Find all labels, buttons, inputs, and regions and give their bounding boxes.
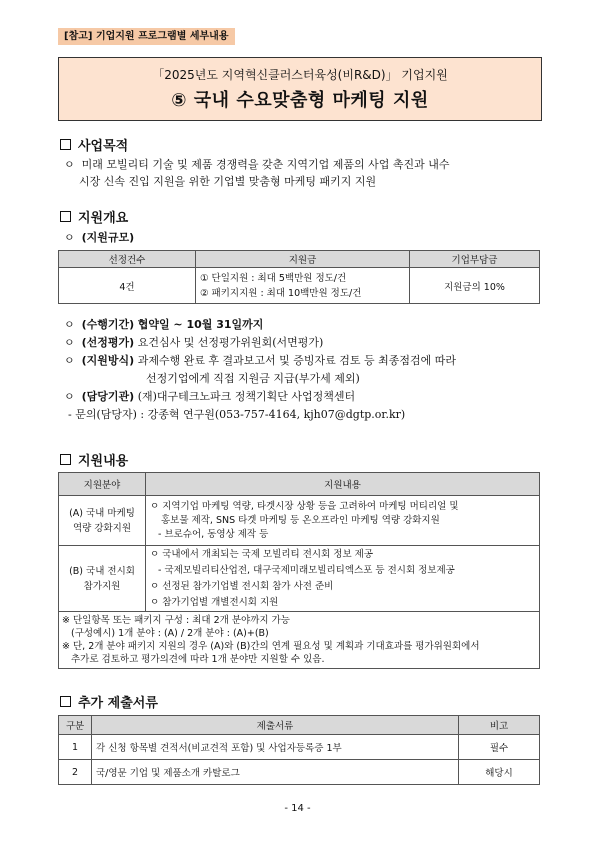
square-bullet-icon xyxy=(60,454,71,465)
table-header: 지원금 xyxy=(196,251,410,268)
support-content-table xyxy=(58,472,540,669)
table-header: 지원분야 xyxy=(59,473,146,496)
table-cell: 1 xyxy=(59,735,92,760)
table-cell: ㅇ 국내에서 개최되는 국제 모빌리티 전시회 정보 제공 - 국제모빌리티산업전, 대구국제미래모빌리티엑스포 등 전시회 정보제공 ㅇ 선정된 참가기업별 전시회 참가 사전 준비 ㅇ 참가기업별 개별전시회 지원 xyxy=(146,546,540,612)
table-note: ※ 단일항목 또는 패키지 구성 : 최대 2개 분야까지 가능 (구성예시) 1개 분야 : (A) / 2개 분야 : (A)+(B) ※ 단, 2개 분야 패키지 지원의 경우 (A)와 (B)간의 연계 필요성 및 계획과 기대효과를 평가위원회에서 추가로 검토하고 평가의견에 따라 1개 분야만 지원할 수 있음. xyxy=(59,612,540,669)
purpose-text: ㅇ 미래 모빌리티 기술 및 제품 경쟁력을 갖춘 지역기업 제품의 사업 촉진과 내수 시장 신속 진입 지원을 위한 기업별 맞춤형 마케팅 패키지 지원 xyxy=(64,158,450,188)
overview-details: ㅇ (수행기간) 협약일 ~ 10월 31일까지 ㅇ (선정평가) 요건심사 및 선정평가위원회(서면평가) ㅇ (지원방식) 과제수행 완료 후 결과보고서 및 증빙자료 검토 등 최종점검에 따라 선정기업에게 직접 지원금 지급(부가세 제외) ㅇ (담당기관) (재)대구테크노파크 정책기획단 사업정책센터 - 문의(담당자) : 강종혁 연구원(053-757-4164, kjh07@dgtp.or.kr) xyxy=(64,318,457,421)
table-cell: 2 xyxy=(59,760,92,785)
scale-label: ㅇ (지원규모) xyxy=(64,231,135,244)
table-cell: 해당시 xyxy=(459,760,540,785)
table-header: 선정건수 xyxy=(59,251,196,268)
square-bullet-icon xyxy=(60,139,71,150)
section-purpose-heading: 사업목적 xyxy=(60,135,128,154)
table-row xyxy=(59,760,540,785)
documents-table xyxy=(58,715,540,785)
square-bullet-icon xyxy=(60,211,71,222)
table-cell: (B) 국내 전시회 참가지원 xyxy=(59,546,146,612)
section-overview-heading: 지원개요 xyxy=(60,207,128,226)
table-cell: ① 단일지원 : 최대 5백만원 정도/건 ② 패키지지원 : 최대 10백만원 정도/건 xyxy=(196,268,410,304)
title-line1: 「2025년도 지역혁신클러스터육성(비R&D)」 기업지원 xyxy=(152,68,448,82)
support-scale-table xyxy=(58,250,540,304)
table-cell: 4건 xyxy=(59,268,196,304)
table-header: 기업부담금 xyxy=(410,251,540,268)
section-content-heading: 지원내용 xyxy=(60,450,128,469)
reference-tag: [참고] 기업지원 프로그램별 세부내용 xyxy=(58,28,235,45)
table-cell: 필수 xyxy=(459,735,540,760)
page-number: - 14 - xyxy=(284,803,311,814)
table-cell: 국/영문 기업 및 제품소개 카탈로그 xyxy=(92,760,459,785)
title-box xyxy=(58,57,542,121)
table-header: 구분 xyxy=(59,716,92,735)
title-line2: ⑤ 국내 수요맞춤형 마케팅 지원 xyxy=(171,90,429,111)
table-cell: 지원금의 10% xyxy=(410,268,540,304)
table-header: 지원내용 xyxy=(146,473,540,496)
table-cell: ㅇ 지역기업 마케팅 역량, 타겟시장 상황 등을 고려하여 마케팅 머티리얼 및 홍보물 제작, SNS 타겟 마케팅 등 온오프라인 마케팅 역량 강화지원 - 브로슈어, 동영상 제작 등 xyxy=(146,496,540,546)
table-header: 비고 xyxy=(459,716,540,735)
section-documents-heading: 추가 제출서류 xyxy=(60,692,158,711)
table-cell: (A) 국내 마케팅 역량 강화지원 xyxy=(59,496,146,546)
square-bullet-icon xyxy=(60,696,71,707)
table-row xyxy=(59,735,540,760)
table-cell: 각 신청 항목별 견적서(비교견적 포함) 및 사업자등록증 1부 xyxy=(92,735,459,760)
table-header: 제출서류 xyxy=(92,716,459,735)
